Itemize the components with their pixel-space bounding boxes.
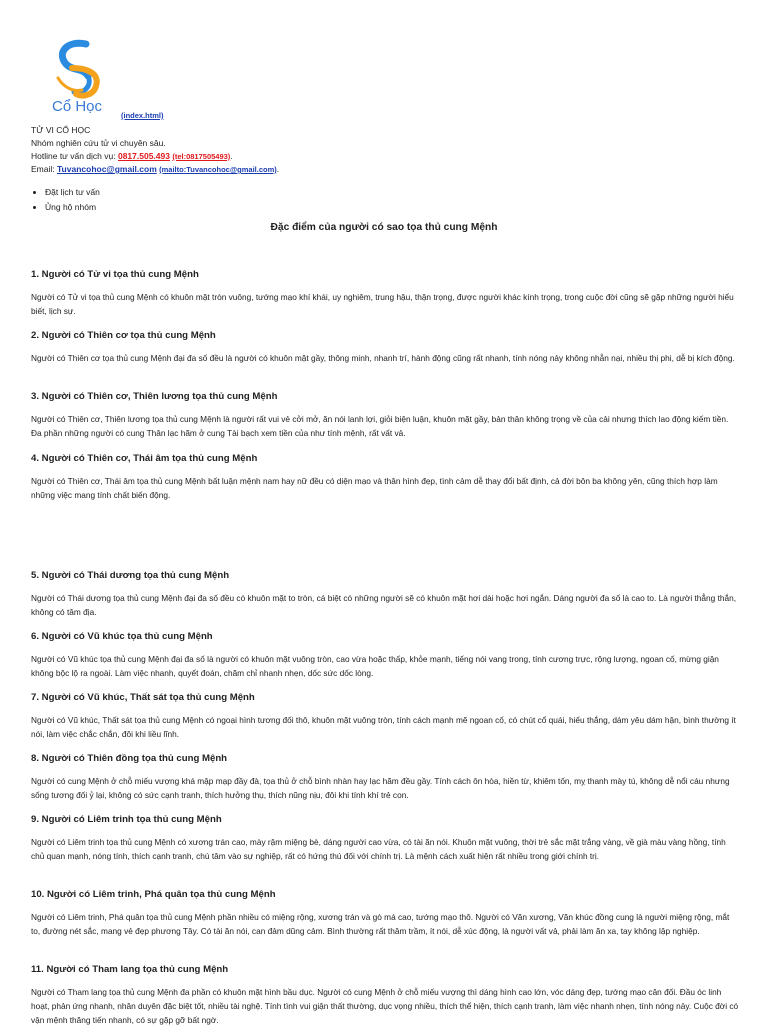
nav-menu	[31, 185, 100, 215]
section-body: Người có Thiên cơ, Thiên lương tọa thủ cung Mệnh là người rất vui vẻ cởi mở, ăn nói lanh lợi, giỏi biện luận, khuôn mặt gầy, bản thân không trọng về của cải nhưng thích lao động kiếm tiền. Đa phần những người có cung Thân lạc hãm ở cung Tài bạch xem tiền của như tính mệnh, rất vất vả.	[31, 414, 729, 438]
section-body: Người có Liêm trinh, Phá quân tọa thủ cung Mệnh phần nhiều có miệng rộng, xương trán và gò má cao, tướng mạo thô. Người có Văn xương, Văn khúc đồng cung là người miệng rộng, mắt to, đường nét sắc, mang vẻ đẹp phương Tây. Có tài ăn nói, can đảm dũng cảm. Bình thường rất thâm trầm, ít nói, dễ xúc động, là người vất vả, phải làm ăn xa, tay không lập nghiệp.	[31, 912, 730, 936]
section-6	[31, 630, 739, 680]
logo-text[interactable]: Cổ Học	[52, 98, 103, 115]
hotline-line: Hotline tư vấn dịch vụ: 0817.505.493 (tel:0817505493).	[31, 151, 233, 161]
site-tagline: Nhóm nghiên cứu tử vi chuyên sâu.	[31, 138, 166, 148]
section-body: Người có Liêm trinh tọa thủ cung Mệnh có xương trán cao, mày rậm miệng bè, dáng người cao vừa, có tài ăn nói. Khuôn mặt vuông, thời trẻ sắc mặt trắng vàng, về già màu vàng hồng, tính chủ quan mạnh, nóng tính, thích cạnh tranh, chú tâm vào sự nghiệp, rất có hứng thú đối với chính trị. Là mệnh cách xuất hiện rất nhiều trong giới chính trị.	[31, 837, 726, 861]
section-body: Người có Tử vi tọa thủ cung Mệnh có khuôn mặt tròn vuông, tướng mạo khí khái, uy nghiêm, trung hậu, thận trọng, được người khác kính trọng, trong cuộc đời cũng sẽ gặp những người hiểu biết, lịch sự.	[31, 292, 734, 316]
section-heading: 3. Người có Thiên cơ, Thiên lương tọa thủ cung Mệnh	[31, 391, 278, 402]
page-title: Đặc điểm của người có sao tọa thủ cung Mệnh	[270, 222, 498, 233]
section-body: Người có Thiên cơ tọa thủ cung Mệnh đại đa số đều là người có khuôn mặt gầy, thông minh, nhanh trí, hành động cũng rất nhanh, tính nóng nảy không nhẫn nại, nhiều thị phi, dễ bị kích động.	[31, 353, 735, 363]
section-4	[31, 452, 739, 502]
email-address-link[interactable]: Tuvancohoc@gmail.com	[57, 164, 157, 174]
hotline-label: Hotline tư vấn dịch vụ:	[31, 151, 116, 161]
menu-item-support[interactable]: • Ủng hộ nhóm	[45, 200, 100, 215]
section-body: Người có Vũ khúc tọa thủ cung Mệnh đại đa số là người có khuôn mặt vuông tròn, cao vừa hoặc thấp, khỏe mạnh, tiếng nói vang trong, tính cương trực, rộng lượng, ngoan cố, mừng giận không bộc lộ ra ngoài. Làm việc nhanh, quyết đoán, chăm chỉ nhanh nhẹn, dốc sức dốc lòng.	[31, 654, 719, 678]
home-link[interactable]: (index.html)	[121, 111, 164, 120]
section-10	[31, 888, 739, 938]
site-header	[31, 124, 279, 176]
section-heading: 4. Người có Thiên cơ, Thái âm tọa thủ cung Mệnh	[31, 453, 258, 464]
section-8	[31, 752, 739, 802]
email-line: Email: Tuvancohoc@gmail.com (mailto:Tuvancohoc@gmail.com).	[31, 164, 280, 174]
section-body: Người có Thái dương tọa thủ cung Mệnh đại đa số đều có khuôn mặt to tròn, cá biệt có những người sẽ có khuôn mặt hơi dài hoặc hơi ngắn. Dáng người đa số là cao to. Là người thẳng thắn, không có tâm địa.	[31, 593, 737, 617]
section-heading: 5. Người có Thái dương tọa thủ cung Mệnh	[31, 570, 230, 581]
section-heading: 7. Người có Vũ khúc, Thất sát tọa thủ cung Mệnh	[31, 692, 255, 703]
hotline-tel-link[interactable]: (tel:0817505493)	[172, 152, 231, 161]
email-mailto-link[interactable]: (mailto:Tuvancohoc@gmail.com)	[159, 165, 277, 174]
section-9	[31, 813, 739, 863]
section-11	[31, 963, 739, 1027]
section-heading: 1. Người có Tử vi tọa thủ cung Mệnh	[31, 269, 199, 280]
section-2	[31, 329, 739, 365]
hotline-number-link[interactable]: 0817.505.493	[117, 151, 170, 161]
section-body: Người có Tham lang tọa thủ cung Mệnh đa phần có khuôn mặt hình bầu dục. Người có cung Mệnh ở chỗ miếu vượng thì dáng hình cao lớn, vóc dáng đẹp, tướng mạo cân đối. Đầu óc linh hoạt, phản ứng nhanh, nhân duyên đặc biệt tốt, nhiều tài nghệ. Tính tình vui giận thất thường, dục vọng nhiều, thích thể hiện, thích cạnh tranh, làm việc nhanh nhẹn, tính nóng nảy. Cuộc đời có vận mệnh thăng tiến nhanh, có sự gặp gỡ bất ngờ.	[31, 987, 739, 1025]
section-heading: 2. Người có Thiên cơ tọa thủ cung Mệnh	[31, 330, 216, 341]
section-heading: 6. Người có Vũ khúc tọa thủ cung Mệnh	[31, 631, 213, 642]
section-body: Người có cung Mệnh ở chỗ miếu vượng khá mập mạp đầy đà, tọa thủ ở chỗ bình nhàn hay lạc hãm đều gầy. Tính cách ôn hòa, hiền từ, khiêm tốn, mỵ thanh mày tú, không dễ nổi cáu nhưng sống tương đối ỷ lại, không có sức cạnh tranh, thích hưởng thụ, thích nũng nịu, đôi khi tính khí trẻ con.	[31, 776, 730, 800]
email-label: Email:	[31, 164, 55, 174]
section-heading: 11. Người có Tham lang tọa thủ cung Mệnh	[31, 964, 229, 975]
section-heading: 9. Người có Liêm trinh tọa thủ cung Mệnh	[31, 814, 222, 825]
section-5	[31, 569, 739, 619]
section-heading: 8. Người có Thiên đồng tọa thủ cung Mệnh	[31, 753, 228, 764]
section-heading: 10. Người có Liêm trinh, Phá quân tọa thủ cung Mệnh	[31, 889, 276, 900]
site-name: TỬ VI CỔ HỌC	[31, 125, 91, 135]
section-1	[31, 268, 739, 318]
section-7	[31, 691, 739, 741]
section-3	[31, 390, 739, 440]
section-body: Người có Vũ khúc, Thất sát tọa thủ cung Mệnh có ngoại hình tương đối thô, khuôn mặt vuông tròn, tính cách mạnh mẽ ngoan cố, có chút cổ quái, hiếu thắng, dám yêu dám hận, bình thường ít nói, làm việc chắc chắn, đôi khi liều lĩnh.	[31, 715, 736, 739]
section-body: Người có Thiên cơ, Thái âm tọa thủ cung Mệnh bất luận mệnh nam hay nữ đều có diện mạo và thân hình đẹp, tình cảm dễ thay đổi bất định, cả đời bôn ba không yên, cũng thích hợp làm những việc mang tính chất biến động.	[31, 476, 718, 500]
menu-item-booking[interactable]: • Đặt lịch tư vấn	[45, 185, 100, 200]
